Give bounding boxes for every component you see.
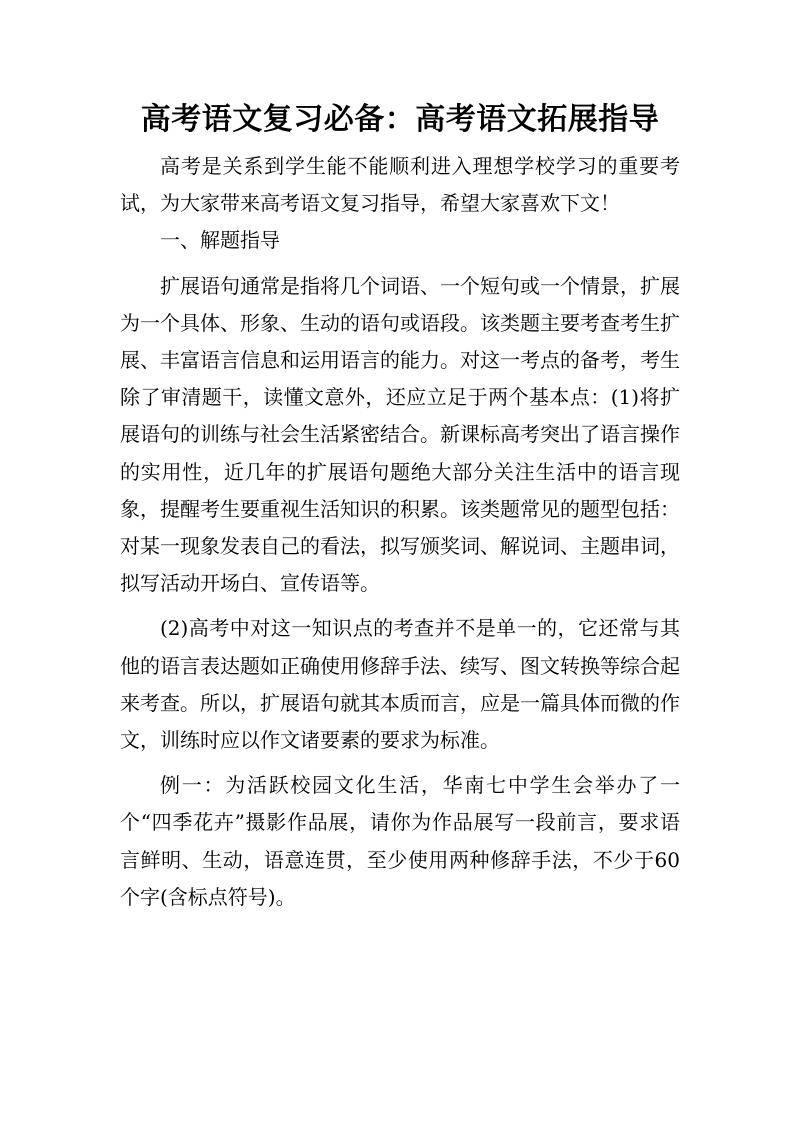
body-paragraph-2: (2)高考中对这一知识点的考查并不是单一的，它还常与其他的语言表达题如正确使用修辞手法、续写、图文转换等综合起来考查。所以，扩展语句就其本质而言，应是一篇具体而微的作文，训练时应以作文诸要素的要求为标准。 xyxy=(120,616,680,753)
example-paragraph: 例一：为活跃校园文化生活，华南七中学生会举办了一个“四季花卉”摄影作品展，请你为作品展写一段前言，要求语言鲜明、生动，语意连贯，至少使用两种修辞手法，不少于60个字(含标点符号)。 xyxy=(120,773,680,909)
section-heading: 一、解题指导 xyxy=(160,228,280,253)
intro-paragraph: 高考是关系到学生能不能顺利进入理想学校学习的重要考试，为大家带来高考语文复习指导，希望大家喜欢下文！ xyxy=(120,154,680,216)
document-title: 高考语文复习必备：高考语文拓展指导 xyxy=(140,102,660,137)
body-paragraph-1: 扩展语句通常是指将几个词语、一个短句或一个情景，扩展为一个具体、形象、生动的语句或语段。该类题主要考查考生扩展、丰富语言信息和运用语言的能力。对这一考点的备考，考生除了审清题干，读懂文意外，还应立足于两个基本点：(1)将扩展语句的训练与社会生活紧密结合。新课标高考突出了语言操作的实用性，近几年的扩展语句题绝大部分关注生活中的语言现象，提醒考生要重视生活知识的积累。该类题常见的题型包括：对某一现象发表自己的看法，拟写颁奖词、解说词、主题串词，拟写活动开场白、宣传语等。 xyxy=(120,273,680,596)
document-page xyxy=(120,96,680,916)
